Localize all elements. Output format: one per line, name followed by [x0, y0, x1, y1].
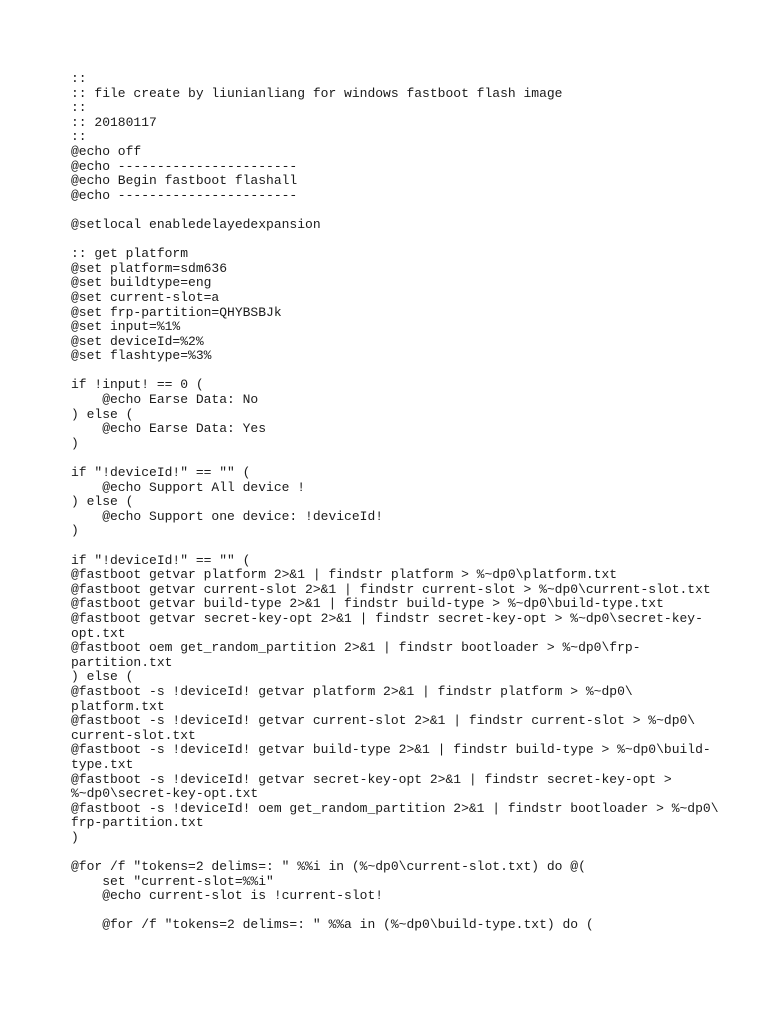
- code-line: ::: [71, 129, 87, 145]
- code-line: opt.txt: [71, 625, 126, 641]
- code-line: if "!deviceId!" == "" (: [71, 465, 251, 481]
- code-line: @for /f "tokens=2 delims=: " %%i in (%~dp0\current-slot.txt) do @(: [71, 859, 586, 875]
- code-line: ) else (: [71, 494, 134, 510]
- code-line: @fastboot getvar platform 2>&1 | findstr platform > %~dp0\platform.txt: [71, 567, 618, 583]
- code-line: [71, 203, 711, 218]
- code-line: [71, 451, 711, 466]
- code-line: @set flashtype=%3%: [71, 348, 212, 364]
- code-line: ): [71, 523, 79, 539]
- code-line: %~dp0\secret-key-opt.txt: [71, 786, 259, 802]
- code-line: @echo -----------------------: [71, 158, 298, 174]
- code-line: type.txt: [71, 756, 134, 772]
- code-line: ) else (: [71, 406, 134, 422]
- code-line: @set buildtype=eng: [71, 275, 212, 291]
- code-line: @set frp-partition=QHYBSBJk: [71, 304, 282, 320]
- code-line: platform.txt: [71, 698, 165, 714]
- code-line: ): [71, 829, 79, 845]
- code-line: @set platform=sdm636: [71, 260, 228, 276]
- code-line: frp-partition.txt: [71, 815, 204, 831]
- code-line: @echo Begin fastboot flashall: [71, 173, 298, 189]
- code-line: if "!deviceId!" == "" (: [71, 552, 251, 568]
- code-line: ) else (: [71, 669, 134, 685]
- code-line: [71, 539, 711, 554]
- code-line: @fastboot -s !deviceId! getvar current-slot 2>&1 | findstr current-slot > %~dp0\: [71, 713, 696, 729]
- code-line: @set input=%1%: [71, 319, 181, 335]
- code-line: current-slot.txt: [71, 727, 196, 743]
- code-line: @fastboot getvar secret-key-opt 2>&1 | findstr secret-key-opt > %~dp0\secret-key-: [71, 610, 703, 626]
- code-line: [71, 233, 711, 248]
- code-line: if !input! == 0 (: [71, 377, 204, 393]
- code-line: @fastboot getvar build-type 2>&1 | findstr build-type > %~dp0\build-type.txt: [71, 596, 664, 612]
- code-line: @fastboot getvar current-slot 2>&1 | findstr current-slot > %~dp0\current-slot.txt: [71, 581, 711, 597]
- code-line: ::: [71, 100, 87, 116]
- code-line: ::: [71, 71, 87, 86]
- code-line: @set current-slot=a: [71, 289, 220, 305]
- code-line: @echo Earse Data: No: [71, 392, 259, 408]
- code-line: [71, 904, 711, 919]
- code-line: @fastboot -s !deviceId! oem get_random_partition 2>&1 | findstr bootloader > %~dp0\: [71, 800, 719, 816]
- code-line: @echo current-slot is !current-slot!: [71, 888, 384, 904]
- code-line: partition.txt: [71, 654, 173, 670]
- code-line: @echo Earse Data: Yes: [71, 421, 267, 437]
- script-listing: [71, 71, 719, 933]
- code-line: @set deviceId=%2%: [71, 333, 204, 349]
- code-line: @fastboot -s !deviceId! getvar secret-key-opt 2>&1 | findstr secret-key-opt >: [71, 771, 672, 787]
- code-line: @echo -----------------------: [71, 187, 298, 203]
- code-line: [71, 364, 711, 379]
- code-line: @fastboot -s !deviceId! getvar build-type 2>&1 | findstr build-type > %~dp0\build-: [71, 742, 711, 758]
- code-line: @echo Support one device: !deviceId!: [71, 508, 384, 524]
- code-line: :: file create by liunianliang for windows fastboot flash image: [71, 85, 563, 101]
- code-line: @echo off: [71, 143, 142, 159]
- code-line: @echo Support All device !: [71, 479, 306, 495]
- code-line: @for /f "tokens=2 delims=: " %%a in (%~dp0\build-type.txt) do (: [71, 917, 594, 933]
- code-line: :: 20180117: [71, 114, 157, 130]
- code-line: @fastboot -s !deviceId! getvar platform 2>&1 | findstr platform > %~dp0\: [71, 683, 633, 699]
- code-line: @fastboot oem get_random_partition 2>&1 | findstr bootloader > %~dp0\frp-: [71, 640, 641, 656]
- code-line: ): [71, 435, 79, 451]
- code-line: :: get platform: [71, 246, 189, 262]
- code-line: set "current-slot=%%i": [71, 873, 274, 889]
- code-line: @setlocal enabledelayedexpansion: [71, 216, 321, 232]
- code-line: [71, 845, 711, 860]
